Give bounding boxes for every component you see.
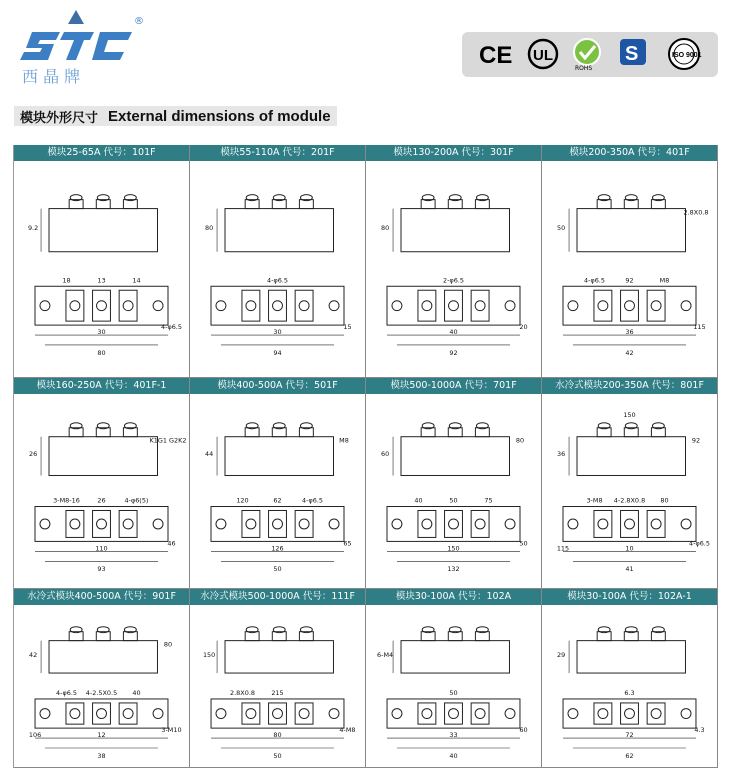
dimension-label: 40: [132, 688, 141, 697]
dimension-label: 115: [556, 544, 570, 553]
terminal-pad: [295, 703, 313, 724]
dimension-label: 2.8X0.8: [683, 208, 709, 217]
mount-hole: [40, 301, 50, 311]
dimension-label: 80: [660, 496, 669, 505]
terminal-pad: [119, 510, 137, 537]
module-cell: [366, 589, 542, 768]
dimension-label: 126: [271, 544, 284, 553]
terminal-screw-top: [651, 519, 661, 529]
terminal-pad: [621, 703, 639, 724]
dimension-label: 50: [273, 751, 282, 760]
module-cell: [190, 145, 366, 378]
terminal-screw-top: [123, 709, 133, 719]
dimension-label: 80: [97, 348, 106, 357]
terminal-screw-top: [246, 709, 256, 719]
mount-hole: [681, 709, 691, 719]
section-title-cn: 模块外形尺寸: [20, 110, 99, 126]
rohs-mark-icon: [570, 37, 604, 71]
terminal-pad: [621, 510, 639, 537]
module-cell: [542, 378, 718, 589]
terminal-pad: [242, 290, 260, 321]
terminal-screw-top: [449, 709, 459, 719]
terminal-screw-top: [123, 301, 133, 311]
mount-hole: [329, 301, 339, 311]
mount-hole: [392, 301, 402, 311]
module-cell: [190, 378, 366, 589]
dimension-label: 3-M8: [586, 496, 603, 505]
dimension-label: 50: [449, 496, 458, 505]
terminal-pad: [93, 510, 111, 537]
mount-hole: [505, 519, 515, 529]
dimension-label: M8: [339, 436, 349, 445]
dimension-label: 26: [28, 450, 38, 459]
svg-text:ISO 9001: ISO 9001: [672, 52, 702, 59]
side-view-body: [401, 209, 510, 252]
terminal-pad: [418, 290, 436, 321]
module-drawing: [190, 394, 365, 588]
module-drawing: [366, 161, 541, 377]
dimension-label: 65: [343, 539, 352, 548]
dimension-label: 60: [519, 726, 528, 735]
mount-hole: [40, 519, 50, 529]
terminal-pad: [269, 510, 287, 537]
terminal-screw-top: [475, 301, 485, 311]
dimension-label: 9.2: [27, 224, 39, 233]
dimension-label: 215: [271, 688, 284, 697]
dimension-label: 50: [273, 565, 282, 574]
terminal-pad: [119, 703, 137, 724]
terminal-screw-top: [246, 301, 256, 311]
terminal-screw-top: [625, 301, 635, 311]
module-drawing: [190, 161, 365, 377]
terminal-pad: [594, 703, 612, 724]
dimension-label: 4-φ6.5: [267, 276, 288, 285]
terminal-screw-top: [598, 519, 608, 529]
mount-hole: [568, 301, 578, 311]
mount-hole: [681, 301, 691, 311]
side-view-body: [401, 437, 510, 476]
module-cell: [14, 378, 190, 589]
dimension-label: 20: [519, 323, 528, 332]
terminal-pad: [471, 510, 489, 537]
module-cell: [542, 589, 718, 768]
mount-hole: [392, 709, 402, 719]
dimension-label: 94: [273, 348, 282, 357]
terminal-screw-top: [70, 519, 80, 529]
dimension-label: M8: [659, 276, 670, 285]
side-view-body: [577, 641, 685, 673]
terminal-screw-top: [598, 709, 608, 719]
terminal-pad: [647, 290, 665, 321]
module-title: 模块55-110A 代号：201F: [190, 145, 365, 161]
terminal-pad: [445, 510, 463, 537]
terminal-screw-top: [273, 301, 283, 311]
section-heading: [14, 106, 337, 126]
top-view-body: [35, 507, 168, 542]
dimension-label: 75: [484, 496, 493, 505]
dimension-label: 14: [132, 276, 141, 285]
terminal-pad: [242, 703, 260, 724]
terminal-screw-top: [651, 301, 661, 311]
terminal-pad: [93, 703, 111, 724]
dimension-label: 72: [625, 731, 634, 740]
module-title: 模块30-100A 代号：102A-1: [542, 589, 717, 605]
mount-hole: [568, 519, 578, 529]
dimension-label: K1G1 G2K2: [149, 436, 187, 445]
terminal-screw-top: [625, 709, 635, 719]
dimension-label: 110: [95, 544, 108, 553]
dimension-label: 42: [29, 650, 38, 659]
terminal-screw-top: [299, 301, 309, 311]
ul-mark-icon: [526, 37, 560, 71]
side-view-body: [49, 209, 158, 252]
side-view-body: [225, 209, 334, 252]
module-title: 水冷式模块200-350A 代号：801F: [542, 378, 717, 394]
mount-hole: [153, 709, 163, 719]
dimension-label: 6.3: [624, 688, 635, 697]
terminal-screw-top: [475, 709, 485, 719]
iso-mark-icon: [664, 37, 704, 71]
module-title: 水冷式模块500-1000A 代号：111F: [190, 589, 365, 605]
dimension-label: 60: [380, 450, 390, 459]
module-cell: [542, 145, 718, 378]
dimension-label: 132: [447, 565, 460, 574]
dimension-label: 38: [97, 751, 106, 760]
terminal-screw-top: [422, 519, 432, 529]
svg-text:ROHS: ROHS: [575, 65, 593, 71]
mount-hole: [505, 709, 515, 719]
dimension-label: 4-φ6.5: [584, 276, 605, 285]
side-view-body: [225, 437, 334, 476]
mount-hole: [392, 519, 402, 529]
side-view-body: [49, 437, 158, 476]
dimension-label: 62: [273, 496, 282, 505]
side-view-body: [401, 641, 509, 673]
dimension-label: 62: [625, 751, 634, 760]
mount-hole: [329, 519, 339, 529]
dimension-label: 15: [343, 323, 352, 332]
dimension-label: 10: [625, 544, 634, 553]
mount-hole: [568, 709, 578, 719]
dimension-label: 92: [625, 276, 634, 285]
terminal-pad: [295, 290, 313, 321]
dimension-label: 2-φ6.5: [443, 276, 464, 285]
mount-hole: [216, 301, 226, 311]
dimension-label: 150: [202, 650, 216, 659]
dimension-label: 50: [449, 688, 458, 697]
terminal-screw-top: [246, 519, 256, 529]
terminal-screw-top: [422, 301, 432, 311]
dimension-label: 92: [449, 348, 458, 357]
terminal-screw-top: [97, 519, 107, 529]
certification-strip: [462, 32, 718, 77]
dimension-label: 80: [273, 731, 282, 740]
top-view-body: [211, 507, 344, 542]
dimension-label: 2.8X0.8: [230, 688, 255, 697]
dimension-label: 120: [236, 496, 249, 505]
dimension-label: 93: [97, 565, 106, 574]
svg-text:S: S: [625, 43, 639, 65]
dimension-label: 80: [204, 224, 214, 233]
module-drawing: [542, 161, 717, 377]
module-drawing: [542, 605, 717, 767]
dimension-label: 4-φ6.5: [56, 688, 78, 697]
terminal-pad: [471, 703, 489, 724]
ce-mark-icon: [478, 37, 512, 71]
terminal-pad: [621, 290, 639, 321]
terminal-pad: [242, 510, 260, 537]
terminal-screw-top: [299, 709, 309, 719]
module-drawing: [14, 394, 189, 588]
dimension-label: 36: [556, 450, 566, 459]
module-drawing: [190, 605, 365, 767]
dimension-label: 4-2.8X0.8: [613, 496, 646, 505]
terminal-screw-top: [97, 709, 107, 719]
dimension-label: 30: [273, 328, 282, 337]
terminal-screw-top: [651, 709, 661, 719]
side-view-body: [225, 641, 333, 673]
terminal-pad: [269, 290, 287, 321]
dimension-label: 6-M4: [377, 650, 394, 659]
mount-hole: [329, 709, 339, 719]
dimension-label: 40: [449, 751, 458, 760]
mount-hole: [216, 519, 226, 529]
module-title: 模块200-350A 代号：401F: [542, 145, 717, 161]
dimension-label: 46: [167, 539, 176, 548]
terminal-pad: [269, 703, 287, 724]
terminal-pad: [66, 290, 84, 321]
dimension-label: 80: [163, 640, 173, 649]
terminal-screw-top: [422, 709, 432, 719]
terminal-screw-top: [449, 519, 459, 529]
dimension-label: 92: [691, 436, 701, 445]
registered-mark: ®: [134, 16, 144, 27]
module-drawing: [366, 605, 541, 767]
dimension-label: 4-M8: [339, 726, 356, 735]
top-view-body: [211, 286, 344, 325]
dimension-label: 44: [204, 450, 214, 459]
dimension-label: 4-φ6.5: [302, 496, 323, 505]
dimension-label: 41: [625, 565, 634, 574]
module-drawing: [14, 161, 189, 377]
terminal-screw-top: [273, 519, 283, 529]
module-title: 模块400-500A 代号：501F: [190, 378, 365, 394]
mount-hole: [681, 519, 691, 529]
terminal-screw-top: [97, 301, 107, 311]
terminal-pad: [445, 703, 463, 724]
terminal-screw-top: [70, 709, 80, 719]
module-title: 模块130-200A 代号：301F: [366, 145, 541, 161]
module-dimension-grid: [13, 145, 718, 768]
terminal-pad: [119, 290, 137, 321]
module-cell: [14, 589, 190, 768]
module-title: 模块500-1000A 代号：701F: [366, 378, 541, 394]
module-drawing: [14, 605, 189, 767]
terminal-pad: [66, 703, 84, 724]
dimension-label: 3-M8-16: [53, 496, 80, 505]
dimension-label: 80: [515, 436, 525, 445]
terminal-screw-top: [70, 301, 80, 311]
side-view-body: [577, 437, 686, 476]
terminal-screw-top: [449, 301, 459, 311]
dimension-label: 4-φ6.5: [689, 539, 710, 548]
dimension-label: 29: [557, 650, 566, 659]
terminal-screw-top: [475, 519, 485, 529]
dimension-label: 40: [414, 496, 423, 505]
terminal-pad: [647, 510, 665, 537]
dimension-label: 4-φ6(5): [124, 496, 149, 505]
dimension-label: 3-M10: [161, 726, 182, 735]
dimension-label: 80: [380, 224, 390, 233]
terminal-pad: [418, 703, 436, 724]
terminal-screw-top: [625, 519, 635, 529]
dimension-label: 33: [449, 731, 458, 740]
terminal-screw-top: [123, 519, 133, 529]
module-title: 水冷式模块400-500A 代号：901F: [14, 589, 189, 605]
terminal-pad: [445, 290, 463, 321]
terminal-pad: [66, 510, 84, 537]
dimension-label: 40: [449, 328, 458, 337]
module-title: 模块25-65A 代号：101F: [14, 145, 189, 161]
top-view-body: [563, 507, 696, 542]
module-cell: [366, 145, 542, 378]
module-cell: [14, 145, 190, 378]
dimension-label: 106: [28, 731, 42, 740]
dimension-label: 50: [519, 539, 528, 548]
logo-cn-text: 西 晶 牌: [22, 67, 81, 86]
terminal-pad: [594, 510, 612, 537]
svg-text:CE: CE: [479, 42, 512, 69]
mount-hole: [153, 301, 163, 311]
dimension-label: 26: [97, 496, 106, 505]
mount-hole: [505, 301, 515, 311]
top-view-body: [387, 507, 520, 542]
s-mark-icon: [616, 37, 650, 71]
dimension-label: 18: [62, 276, 71, 285]
dimension-label: 4-2.5X0.5: [85, 688, 118, 697]
terminal-pad: [418, 510, 436, 537]
dimension-label: 50: [556, 224, 566, 233]
section-title-en: External dimensions of module: [108, 107, 331, 125]
dimension-label: 12: [97, 731, 106, 740]
module-title: 模块30-100A 代号：102A: [366, 589, 541, 605]
top-view-body: [35, 286, 168, 325]
terminal-pad: [295, 510, 313, 537]
terminal-pad: [93, 290, 111, 321]
terminal-pad: [647, 703, 665, 724]
side-view-body: [49, 641, 157, 673]
dimension-label: 150: [623, 410, 636, 419]
mount-hole: [153, 519, 163, 529]
top-view-body: [387, 286, 520, 325]
terminal-pad: [471, 290, 489, 321]
module-cell: [190, 589, 366, 768]
dimension-label: 42: [625, 348, 634, 357]
mount-hole: [40, 709, 50, 719]
terminal-pad: [594, 290, 612, 321]
terminal-screw-top: [598, 301, 608, 311]
dimension-label: 4-φ6.5: [161, 323, 182, 332]
module-cell: [366, 378, 542, 589]
dimension-label: 36: [625, 328, 634, 337]
mount-hole: [216, 709, 226, 719]
terminal-screw-top: [299, 519, 309, 529]
side-view-body: [577, 209, 686, 252]
svg-text:UL: UL: [533, 47, 553, 64]
terminal-screw-top: [273, 709, 283, 719]
top-view-body: [563, 286, 696, 325]
dimension-label: 115: [693, 323, 706, 332]
dimension-label: 150: [447, 544, 460, 553]
module-title: 模块160-250A 代号：401F-1: [14, 378, 189, 394]
module-drawing: [542, 394, 717, 588]
dimension-label: 13: [97, 276, 106, 285]
company-logo: [14, 8, 148, 86]
dimension-label: 4.3: [694, 726, 705, 735]
dimension-label: 30: [97, 328, 106, 337]
module-drawing: [366, 394, 541, 588]
